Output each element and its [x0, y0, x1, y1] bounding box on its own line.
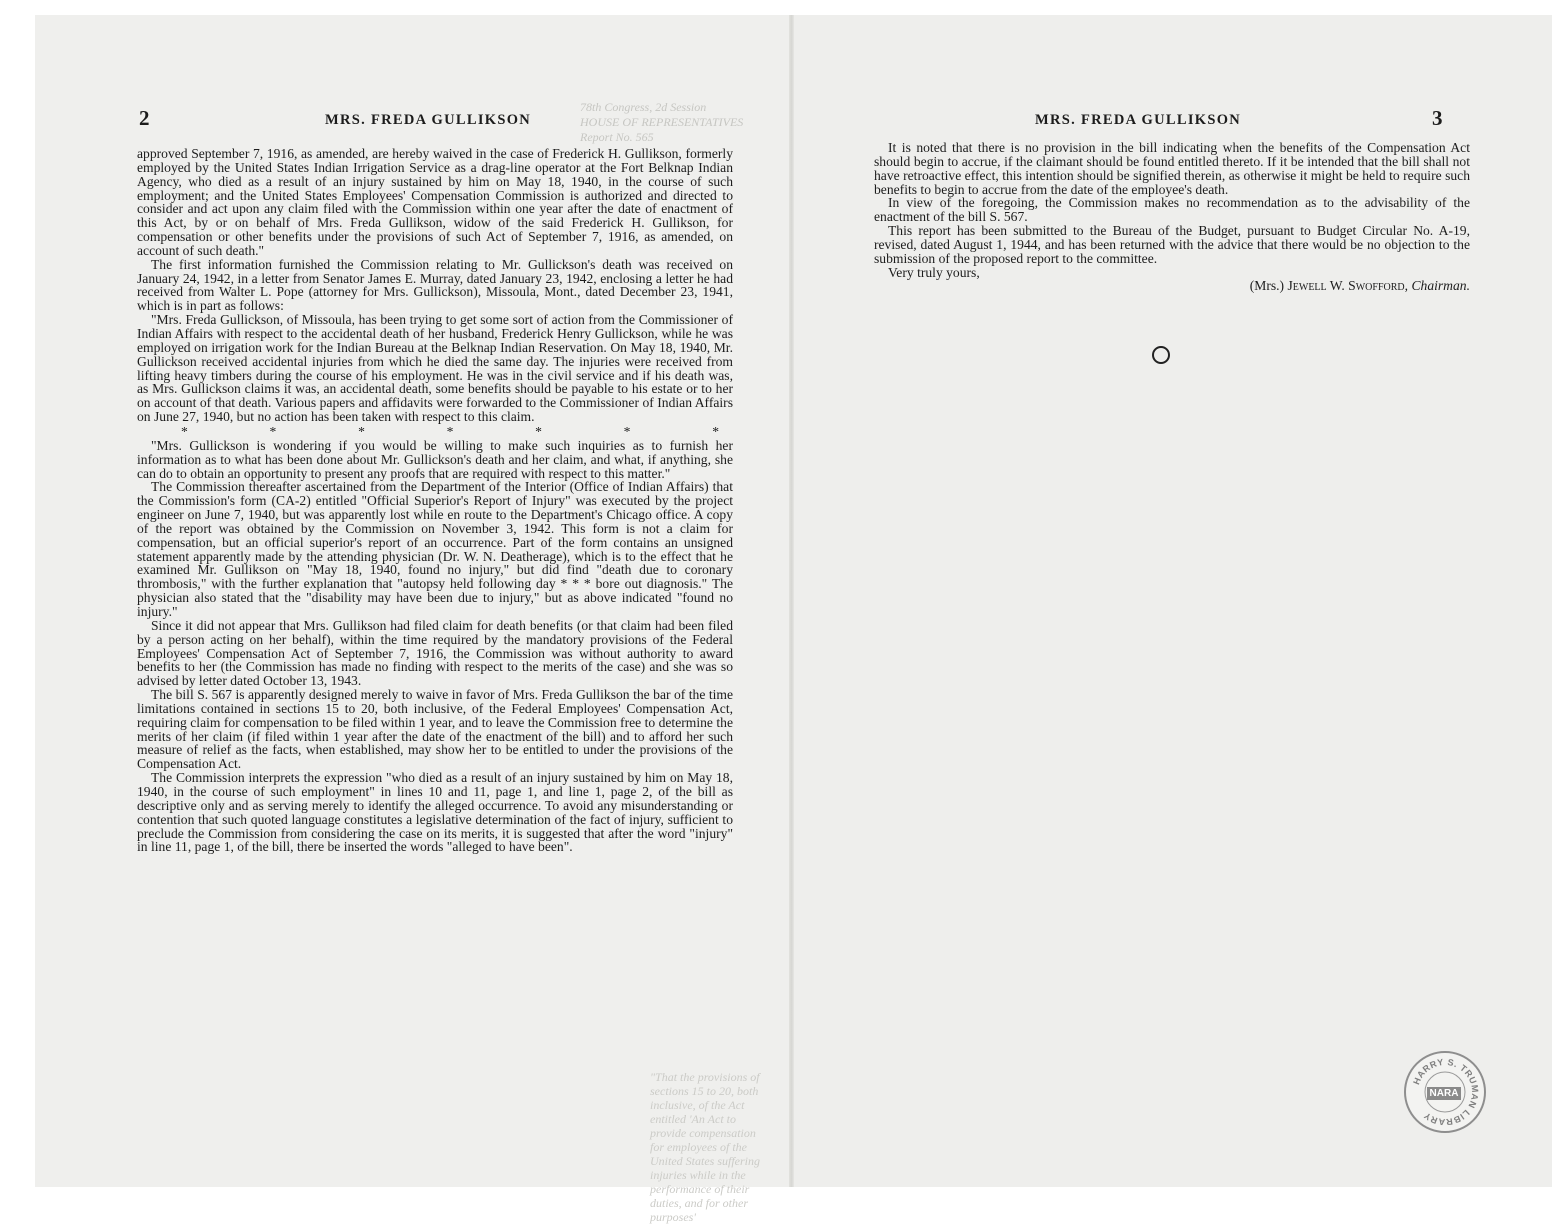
stamp-center-label: NARA [1427, 1087, 1461, 1100]
star: * [181, 423, 188, 439]
stamp-arc-text: HARRY S. TRUMAN LIBRARY [1411, 1056, 1481, 1128]
signature-prefix: (Mrs.) [1249, 278, 1285, 294]
star: * [358, 423, 365, 439]
star: * [269, 423, 277, 439]
paragraph: approved September 7, 1916, as amended, are hereby waived in the case of Frederick H. Gullikson, formerly employed by the United States Indian Irrigation Service as a drag-line operator at the Fort Belknap Indian Agency, who died as a result of an injury sustained by him on May 18, 1940, in the course of such employment; and the United States Employees' Compensation Commission is authorized and directed to consider and act upon any claim filed with the Commission within one year after the date of enactment of this Act, by or on behalf of Mrs. Freda Gullikson, widow of the said Frederick H. Gullikson, for compensation or other benefits under the provisions of such Act of September 7, 1916, as amended, on account of such death." [137, 146, 733, 258]
paragraph: The bill S. 567 is apparently designed merely to waive in favor of Mrs. Freda Gullikson the bar of the time limitations contained in sections 15 to 20, both inclusive, of the Federal Employees' Compensation Act, requiring claim for compensation to be filed within 1 year, and to leave the Commission free to determine the merits of her claim (if filed within 1 year after the date of the enactment of the bill) and to afford her such measure of relief as the facts, when established, may show her to be entitled to under the provisions of the Compensation Act. [137, 687, 733, 772]
left-running-title: MRS. FREDA GULLIKSON [325, 112, 532, 128]
star: * [446, 423, 454, 439]
paragraph: "Mrs. Gullickson is wondering if you would be willing to make such inquiries as to furnish her information as to what has been done about Mr. Gullickson's death and her claim, and what, if anything, she can do to obtain an opportunity to present any proofs that are required with respect to this matter." [137, 437, 733, 481]
paragraph: Since it did not appear that Mrs. Gullikson had filed claim for death benefits (or that claim had been filed by a person acting on her behalf), within the time required by the mandatory provisions of the Federal Employees' Compensation Act of September 7, 1916, the Commission was without authority to award benefits to her (the Commission has made no finding with respect to the merits of the case) and she was so advised by letter dated October 13, 1943. [137, 617, 733, 689]
signature-name: Jewell W. Swofford [1287, 278, 1405, 294]
circle-mark [1152, 346, 1170, 364]
signature [874, 279, 1470, 293]
star: * [623, 423, 631, 439]
paragraph: In view of the foregoing, the Commission makes no recommendation as to the advisability of the enactment of the bill S. 567. [874, 195, 1470, 225]
star: * [535, 423, 542, 439]
bleed-through-text: "That the provisions of sections 15 to 20, both inclusive, of the Act entitled 'An Act to provide compensation for employees of the United States suffering injuries while in the performance of their duties, and for other purposes' [650, 1070, 760, 1224]
ellipsis-stars [137, 424, 733, 439]
signature-separator: , [1404, 278, 1409, 294]
star: * [712, 423, 719, 439]
closing-line: Very truly yours, [888, 264, 980, 280]
signature-title: Chairman. [1411, 278, 1470, 294]
ghost-header-line: 78th Congress, 2d Session [580, 100, 707, 114]
paragraph: The Commission thereafter ascertained from the Department of the Interior (Office of Indian Affairs) that the Commission's form (CA-2) entitled "Official Superior's Report of Injury" was executed by the project engineer on June 7, 1940, but was apparently lost while en route to the Department's Chicago office. A copy of the report was obtained by the Commission on November 3, 1942. This form is not a claim for compensation, but an official superior's report of an occurrence. Part of the form contains an unsigned statement apparently made by the attending physician (Dr. W. N. Deatherage), which is to the effect that he examined Mr. Gullikson on "May 18, 1940, found no injury," but did find "death due to coronary thrombosis," with the further explanation that "autopsy held following day * * * bore out diagnosis." The physician also stated that the "disability may have been due to injury," but as above indicated "found no injury." [137, 479, 733, 619]
paragraph: "Mrs. Freda Gullickson, of Missoula, has been trying to get some sort of action from the Commissioner of Indian Affairs with respect to the accidental death of her husband, Frederick Henry Gullickson, while he was employed on irrigation work for the Indian Bureau at the Belknap Indian Reservation. On May 18, 1940, Mr. Gullickson received accidental injuries from which he died the same day. The injuries were received from lifting heavy timbers during the course of his employment. He was in the civil service and if his death was, as Mrs. Gullickson claims it was, an accidental death, some benefits should be payable to his estate or to her on account of that death. Various papers and affidavits were forwarded to the Commissioner of Indian Affairs on June 27, 1940, but no action has been taken with respect to this claim. [137, 312, 733, 425]
truman-library-stamp [1404, 1051, 1486, 1133]
paragraph: The first information furnished the Commission relating to Mr. Gullickson's death was received on January 24, 1942, in a letter from Senator James E. Murray, dated January 23, 1942, enclosing a letter he had received from Walter L. Pope (attorney for Mrs. Gullickson), Missoula, Mont., dated December 23, 1941, which is in part as follows: [137, 256, 733, 314]
paragraph: This report has been submitted to the Bureau of the Budget, pursuant to Budget Circular No. A-19, revised, dated August 1, 1944, and has been returned with the advice that there would be no objection to the submission of the proposed report to the committee. [874, 223, 1470, 266]
right-page-body [874, 141, 1470, 293]
right-running-title: MRS. FREDA GULLIKSON [1035, 112, 1242, 128]
ghost-header [580, 100, 770, 145]
ghost-header-line: HOUSE OF REPRESENTATIVES [580, 115, 744, 129]
right-page-number: 3 [1432, 106, 1443, 130]
paragraph: The Commission interprets the expression "who died as a result of an injury sustained by him on May 18, 1940, in the course of such employment" in lines 10 and 11, page 1, and line 1, page 2, of the bill as descriptive only and as serving merely to identify the alleged occurrence. To avoid any misunderstanding or contention that such quoted language constitutes a legislative determination of the fact of injury, sufficient to preclude the Commission from considering the case on its merits, it is suggested that after the word "injury" in line 11, page 1, of the bill, there be inserted the words "alleged to have been". [137, 770, 733, 855]
ghost-header-line: Report No. 565 [580, 130, 654, 144]
left-page-number: 2 [139, 106, 150, 130]
paragraph: It is noted that there is no provision in the bill indicating when the benefits of the Compensation Act should begin to accrue, if the claimant should be found entitled thereto. If it be intended that the bill shall not have retroactive effect, this intention should be signified therein, as otherwise it might be held to require such benefits to begin to accrue from the date of the employee's death. [874, 140, 1470, 197]
left-page-body [137, 147, 733, 854]
page-fold [789, 15, 794, 1187]
